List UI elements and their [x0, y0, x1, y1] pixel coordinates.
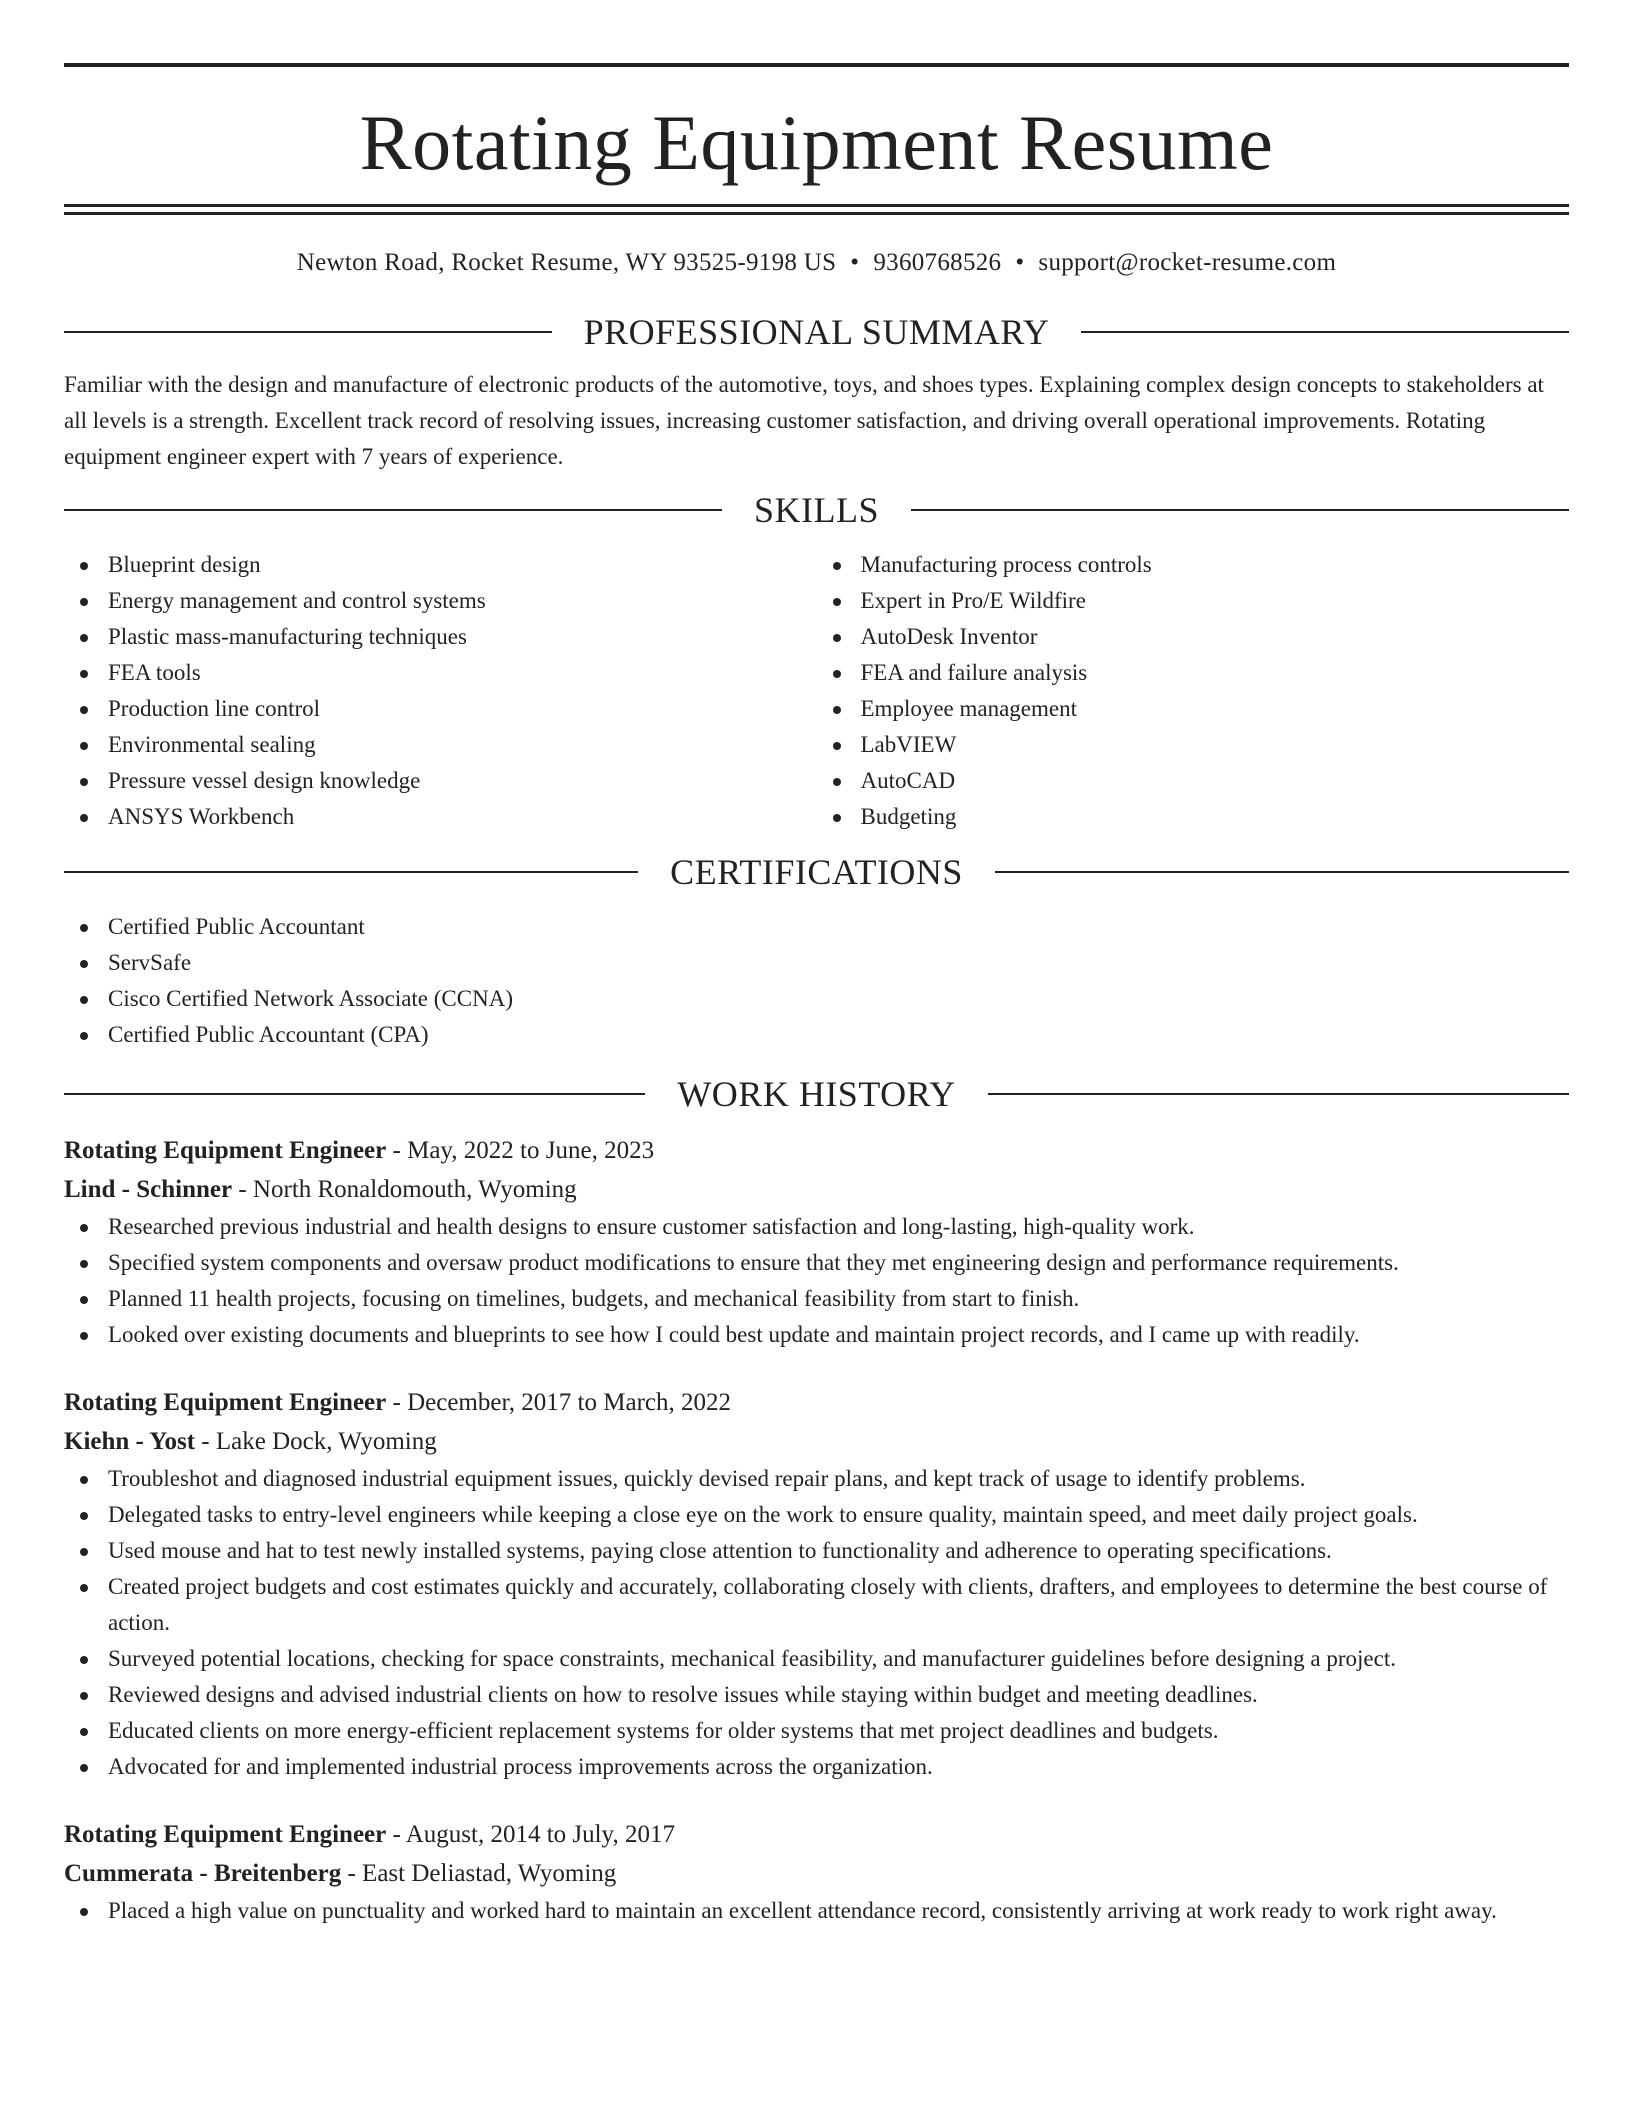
job-title: Rotating Equipment Engineer	[64, 1389, 387, 1416]
job-entry	[64, 1815, 1569, 1929]
job-duty-item: Troubleshot and diagnosed industrial equipment issues, quickly devised repair plans, and kept track of usage to identify problems.	[64, 1461, 1569, 1497]
job-duty-item: Reviewed designs and advised industrial clients on how to resolve issues while staying within budget and meeting deadlines.	[64, 1677, 1569, 1713]
job-entry	[64, 1131, 1569, 1353]
skill-item: AutoDesk Inventor	[817, 619, 1570, 655]
certifications-list	[64, 909, 1569, 1053]
skill-item: FEA tools	[64, 655, 817, 691]
skill-item: Plastic mass-manufacturing techniques	[64, 619, 817, 655]
contact-separator: •	[1015, 249, 1025, 276]
job-duties	[64, 1893, 1569, 1929]
work-history-section-heading	[64, 1071, 1569, 1117]
heading-rule-left	[64, 509, 722, 511]
skill-item: Production line control	[64, 691, 817, 727]
job-duty-item: Delegated tasks to entry-level engineers while keeping a close eye on the work to ensure quality, maintain speed, and meet daily project goals.	[64, 1497, 1569, 1533]
job-duties	[64, 1461, 1569, 1785]
certification-item: Cisco Certified Network Associate (CCNA)	[64, 981, 1569, 1017]
job-duty-item: Planned 11 health projects, focusing on timelines, budgets, and mechanical feasibility from start to finish.	[64, 1281, 1569, 1317]
job-duty-item: Used mouse and hat to test newly installed systems, paying close attention to functionality and adherence to operating specifications.	[64, 1533, 1569, 1569]
skill-item: FEA and failure analysis	[817, 655, 1570, 691]
job-title-line	[64, 1383, 1569, 1422]
job-duty-item: Created project budgets and cost estimates quickly and accurately, collaborating closely with clients, drafters, and employees to determine the best course of action.	[64, 1569, 1569, 1641]
skills-list	[64, 547, 1569, 835]
skill-item: Environmental sealing	[64, 727, 817, 763]
title-double-rule	[64, 204, 1569, 215]
job-entry	[64, 1383, 1569, 1785]
summary-heading: PROFESSIONAL SUMMARY	[583, 312, 1050, 352]
heading-rule-left	[64, 331, 552, 333]
job-title-line	[64, 1815, 1569, 1854]
work-history-heading: WORK HISTORY	[677, 1074, 956, 1114]
job-location: - North Ronaldomouth, Wyoming	[232, 1176, 577, 1203]
top-rule	[64, 63, 1569, 67]
job-dates: - May, 2022 to June, 2023	[386, 1137, 655, 1164]
certifications-section-heading	[64, 849, 1569, 895]
skill-item: Budgeting	[817, 799, 1570, 835]
resume-title: Rotating Equipment Resume	[359, 99, 1274, 186]
job-duty-item: Advocated for and implemented industrial process improvements across the organization.	[64, 1749, 1569, 1785]
heading-rule-left	[64, 871, 638, 873]
job-dates: - August, 2014 to July, 2017	[386, 1821, 675, 1848]
heading-rule-right	[988, 1093, 1569, 1095]
job-duty-item: Educated clients on more energy-efficient replacement systems for older systems that met project deadlines and budgets.	[64, 1713, 1569, 1749]
certification-item: ServSafe	[64, 945, 1569, 981]
job-duty-item: Specified system components and oversaw product modifications to ensure that they met engineering design and performance requirements.	[64, 1245, 1569, 1281]
job-company-line	[64, 1170, 1569, 1209]
skill-item: Pressure vessel design knowledge	[64, 763, 817, 799]
certifications-heading: CERTIFICATIONS	[670, 852, 963, 892]
contact-phone: 9360768526	[873, 249, 1002, 276]
job-company-line	[64, 1854, 1569, 1893]
job-title-line	[64, 1131, 1569, 1170]
job-title: Rotating Equipment Engineer	[64, 1821, 387, 1848]
job-location: - East Deliastad, Wyoming	[341, 1860, 617, 1887]
contact-separator: •	[850, 249, 860, 276]
skill-item: Energy management and control systems	[64, 583, 817, 619]
job-title: Rotating Equipment Engineer	[64, 1137, 387, 1164]
skills-column-right	[817, 547, 1570, 835]
summary-text: Familiar with the design and manufacture of electronic products of the automotive, toys, and shoes types. Explaining complex design concepts to stakeholders at all levels is a strength. Excellent track record of resolving issues, increasing customer satisfaction, and driving overall operational improvements. Rotating equipment engineer expert with 7 years of experience.	[64, 372, 1544, 469]
heading-rule-right	[995, 871, 1569, 873]
skill-item: LabVIEW	[817, 727, 1570, 763]
summary-section-heading	[64, 309, 1569, 355]
skill-item: Expert in Pro/E Wildfire	[817, 583, 1570, 619]
skills-column-left	[64, 547, 817, 835]
job-location: - Lake Dock, Wyoming	[195, 1428, 437, 1455]
job-company: Lind - Schinner	[64, 1176, 233, 1203]
job-dates: - December, 2017 to March, 2022	[386, 1389, 731, 1416]
skill-item: Blueprint design	[64, 547, 817, 583]
heading-rule-right	[1081, 331, 1569, 333]
job-duty-item: Researched previous industrial and health designs to ensure customer satisfaction and long-lasting, high-quality work.	[64, 1209, 1569, 1245]
skill-item: Manufacturing process controls	[817, 547, 1570, 583]
skill-item: AutoCAD	[817, 763, 1570, 799]
resume-page	[64, 0, 1569, 1929]
job-duty-item: Surveyed potential locations, checking for space constraints, mechanical feasibility, and manufacturer guidelines before designing a project.	[64, 1641, 1569, 1677]
skill-item: ANSYS Workbench	[64, 799, 817, 835]
job-duty-item: Placed a high value on punctuality and worked hard to maintain an excellent attendance record, consistently arriving at work ready to work right away.	[64, 1893, 1569, 1929]
certification-item: Certified Public Accountant	[64, 909, 1569, 945]
contact-email: support@rocket-resume.com	[1038, 249, 1337, 276]
certification-item: Certified Public Accountant (CPA)	[64, 1017, 1569, 1053]
job-company-line	[64, 1422, 1569, 1461]
job-duties	[64, 1209, 1569, 1353]
job-company: Kiehn - Yost	[64, 1428, 196, 1455]
contact-address: Newton Road, Rocket Resume, WY 93525-9198 US	[296, 249, 837, 276]
heading-rule-right	[911, 509, 1569, 511]
skills-section-heading	[64, 487, 1569, 533]
skill-item: Employee management	[817, 691, 1570, 727]
skills-heading: SKILLS	[754, 490, 880, 530]
contact-line	[64, 247, 1569, 279]
job-company: Cummerata - Breitenberg	[64, 1860, 342, 1887]
heading-rule-left	[64, 1093, 645, 1095]
job-duty-item: Looked over existing documents and blueprints to see how I could best update and maintain project records, and I came up with readily.	[64, 1317, 1569, 1353]
